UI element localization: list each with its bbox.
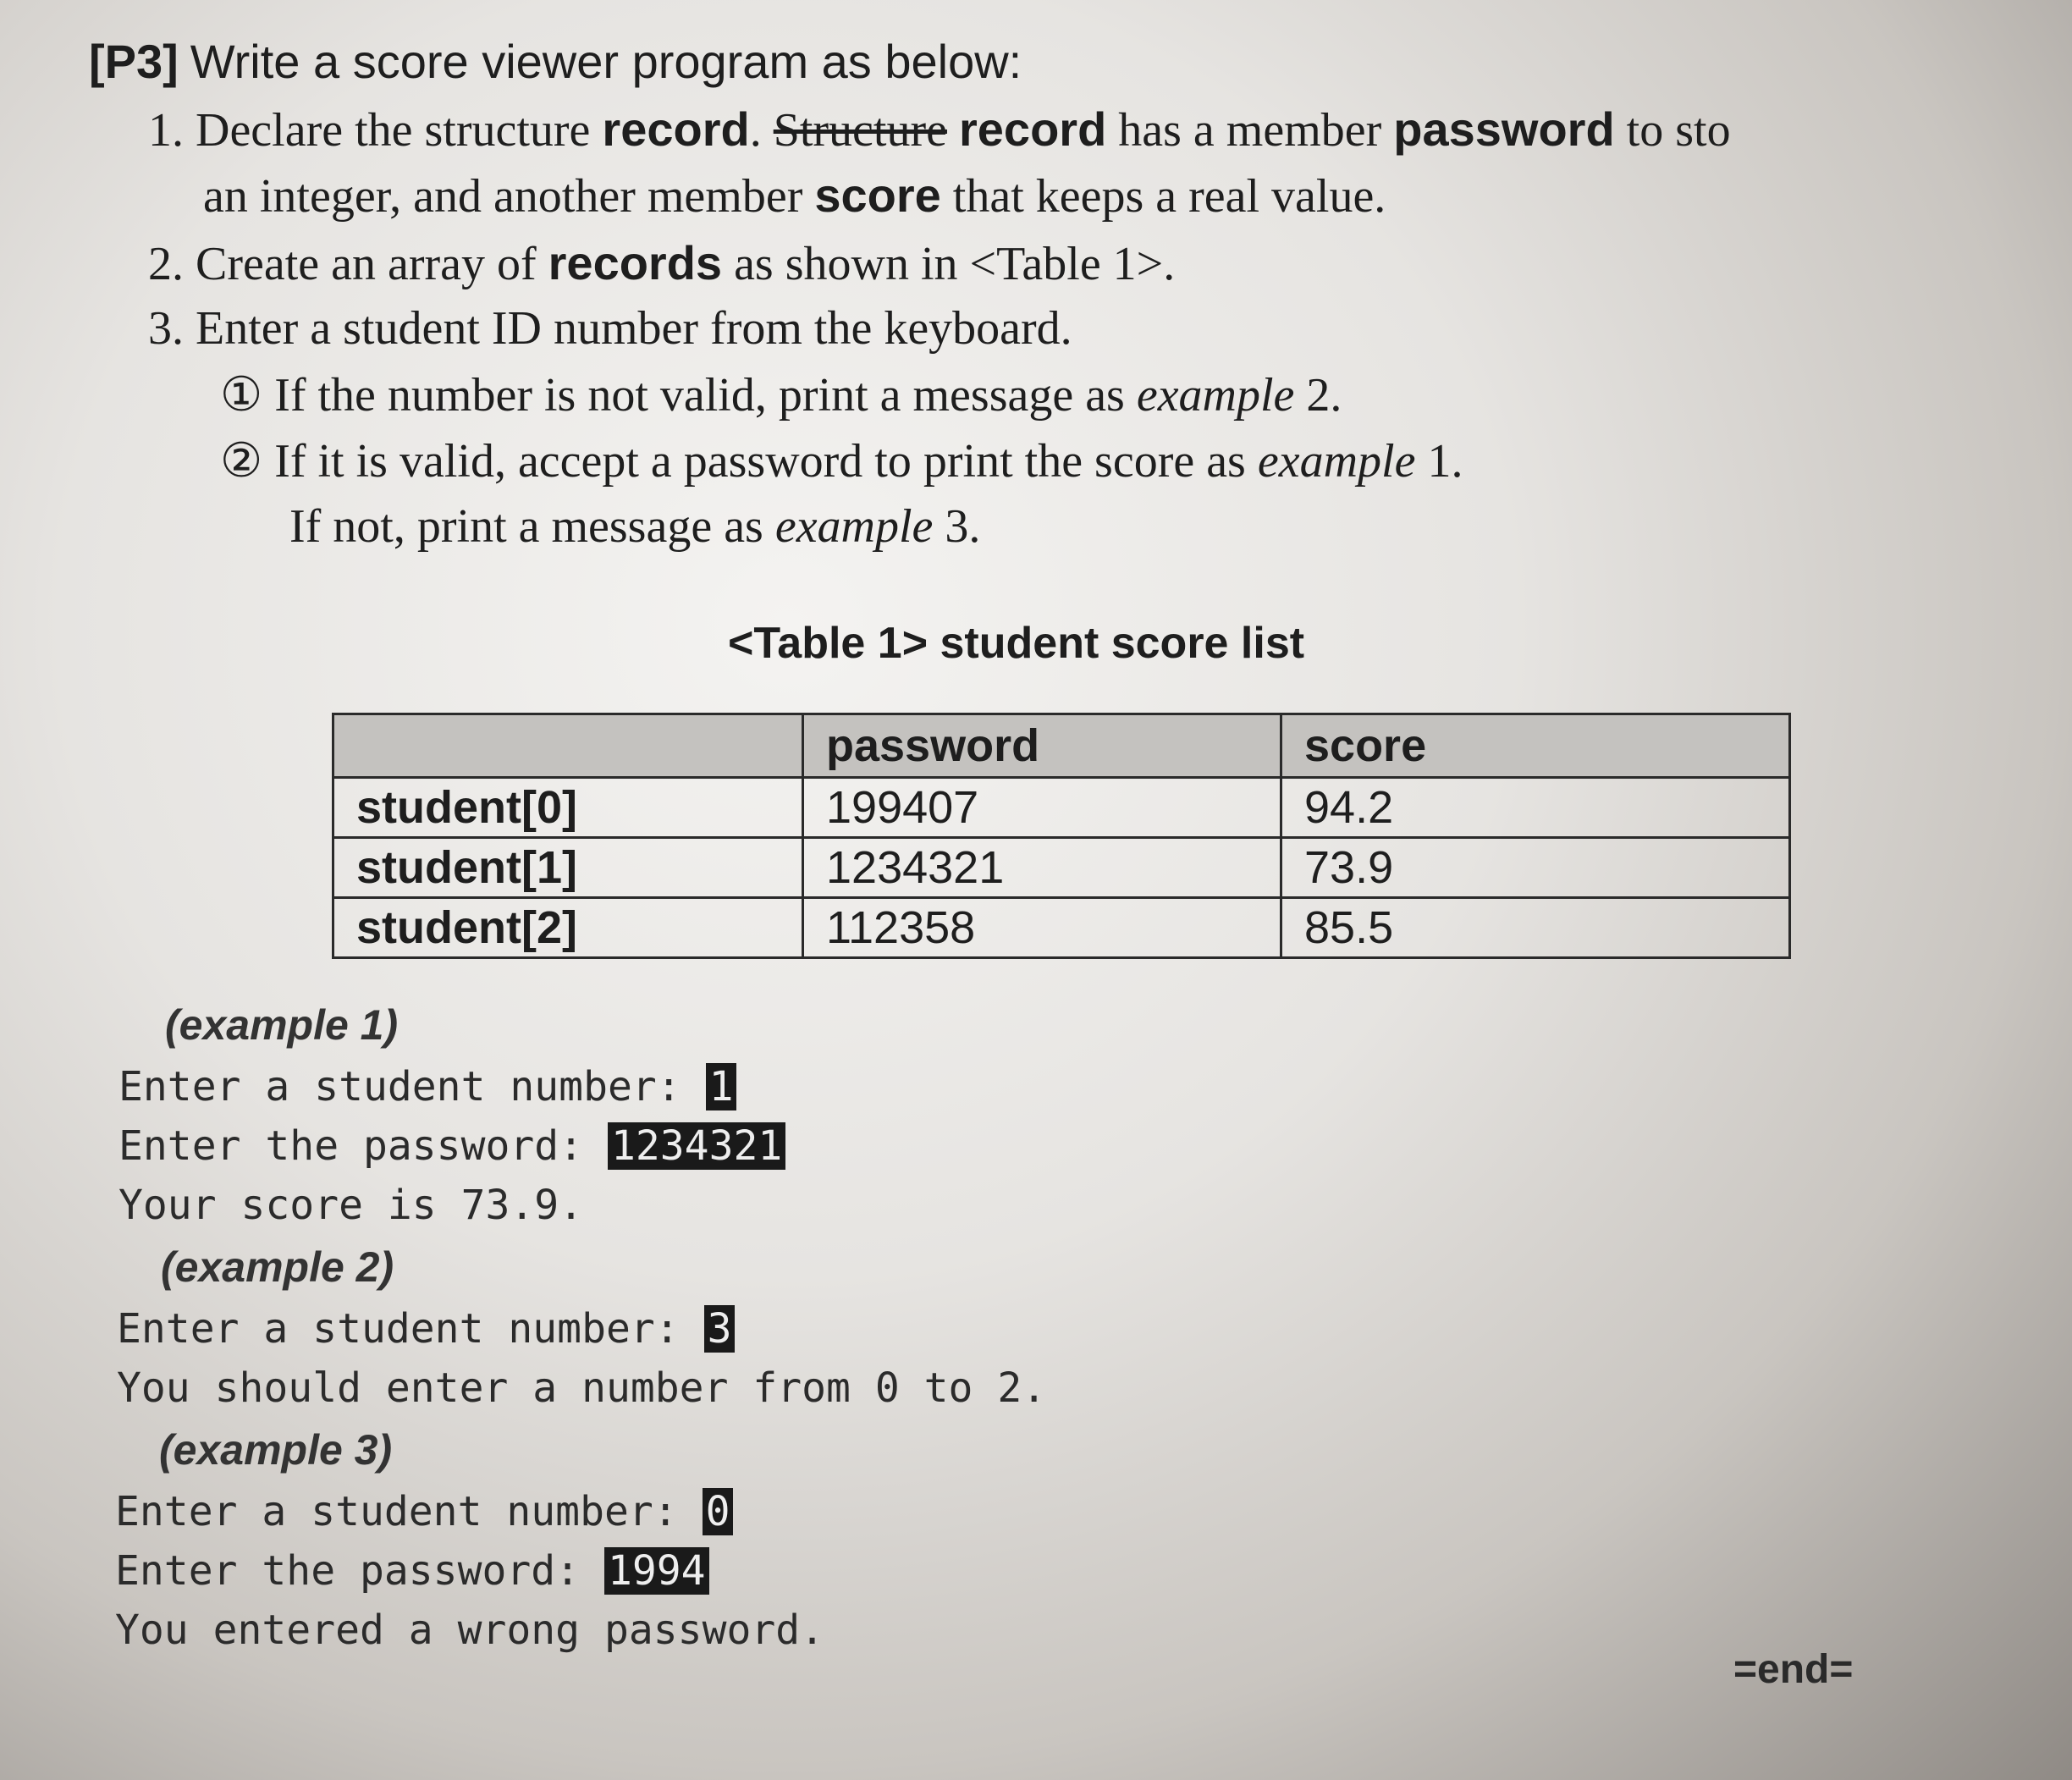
text-segment: 1. (1415, 435, 1463, 488)
example-2-label: (example 2) (161, 1243, 394, 1291)
table-header-score: score (1281, 714, 1790, 778)
text-segment: If the number is not valid, print a message as (274, 369, 1137, 422)
example-1-line-1 (118, 1063, 736, 1110)
row-password: 199407 (803, 778, 1281, 838)
text-segment: to sto (1614, 104, 1731, 157)
bold-term: records (548, 236, 723, 289)
row-label: student[1] (333, 838, 803, 898)
terminal-prompt: Enter a student number: (115, 1488, 703, 1535)
step-1-number: 1. (148, 104, 184, 157)
text-segment: 2. (1294, 369, 1342, 422)
score-table (332, 713, 1791, 959)
bold-term: record (602, 102, 750, 156)
terminal-prompt: Enter a student number: (118, 1063, 706, 1110)
row-password: 1234321 (803, 838, 1281, 898)
terminal-prompt: Enter the password: (118, 1122, 608, 1170)
text-segment: as shown in <Table 1>. (722, 238, 1176, 290)
text-segment: that keeps a real value. (940, 170, 1386, 223)
step-1-text-1 (196, 104, 1731, 157)
step-1-line-2 (203, 168, 1386, 223)
step-2-line (148, 235, 1175, 291)
problem-heading (89, 34, 1022, 90)
text-segment: an integer, and another member (203, 170, 815, 223)
bold-term: score (814, 168, 941, 222)
terminal-input: 0 (703, 1488, 734, 1535)
step-3-number: 3. (148, 302, 184, 355)
example-3-label: (example 3) (159, 1426, 393, 1474)
terminal-prompt: Enter a student number: (117, 1305, 704, 1353)
text-segment: Enter a student ID number from the keyboard. (196, 302, 1072, 355)
terminal-prompt: Enter the password: (115, 1547, 604, 1595)
bold-term: record (958, 102, 1107, 156)
example-2-line-2 (117, 1364, 1046, 1412)
sub-step-2-text-1 (274, 435, 1463, 488)
problem-tag: [P3] (89, 35, 179, 88)
table-header-password: password (803, 714, 1281, 778)
text-segment: has a member (1106, 104, 1394, 157)
example-3-line-1 (115, 1488, 733, 1535)
step-1-text-2 (203, 170, 1386, 223)
row-score: 94.2 (1281, 778, 1790, 838)
example-1-line-3 (118, 1182, 583, 1229)
step-3-line (148, 301, 1072, 355)
row-label: student[2] (333, 898, 803, 958)
step-2-text (196, 238, 1175, 290)
bold-term: password (1393, 102, 1615, 156)
terminal-output: Your score is 73.9. (118, 1182, 584, 1229)
struck-text: Structure (773, 104, 947, 157)
italic-text: example (1257, 435, 1416, 488)
terminal-output: You entered a wrong password. (115, 1606, 825, 1654)
row-score: 85.5 (1281, 898, 1790, 958)
step-1-line-1 (148, 102, 1731, 157)
table-header-empty (333, 714, 803, 778)
sub-step-1-marker: ① (220, 369, 263, 422)
terminal-input: 3 (704, 1305, 736, 1353)
problem-title: Write a score viewer program as below: (190, 35, 1022, 88)
example-1-line-2 (118, 1122, 785, 1170)
step-3-text (196, 302, 1072, 355)
terminal-input: 1234321 (608, 1122, 785, 1170)
text-segment: Create an array of (196, 238, 548, 290)
terminal-output: You should enter a number from 0 to 2. (117, 1364, 1047, 1412)
example-2-line-1 (117, 1305, 735, 1353)
example-3-line-2 (115, 1547, 709, 1595)
table-caption: <Table 1> student score list (728, 619, 1305, 668)
end-mark: =end= (1733, 1647, 1854, 1692)
text-segment: If not, print a message as (289, 500, 775, 553)
row-label: student[0] (333, 778, 803, 838)
text-segment: 3. (933, 500, 981, 553)
text-segment: If it is valid, accept a password to print the score as (274, 435, 1258, 488)
terminal-input: 1 (706, 1063, 737, 1110)
example-3-line-3 (115, 1606, 824, 1654)
sub-step-2-marker: ② (220, 435, 263, 488)
text-segment: Declare the structure (196, 104, 603, 157)
italic-text: example (774, 500, 934, 553)
sub-step-2-line-2 (289, 499, 980, 554)
sub-step-2-text-2 (289, 500, 980, 553)
table-row (333, 778, 1790, 838)
row-password: 112358 (803, 898, 1281, 958)
sub-step-2-line-1 (220, 433, 1463, 488)
table-row (333, 838, 1790, 898)
sub-step-1-line (220, 367, 1342, 422)
table-row (333, 898, 1790, 958)
italic-text: example (1136, 369, 1295, 422)
step-2-number: 2. (148, 238, 184, 290)
sub-step-1-text (274, 369, 1342, 422)
row-score: 73.9 (1281, 838, 1790, 898)
text-segment (947, 104, 959, 157)
example-1-label: (example 1) (165, 1001, 399, 1049)
table-header-row (333, 714, 1790, 778)
terminal-input: 1994 (604, 1547, 709, 1595)
text-segment: . (749, 104, 774, 157)
